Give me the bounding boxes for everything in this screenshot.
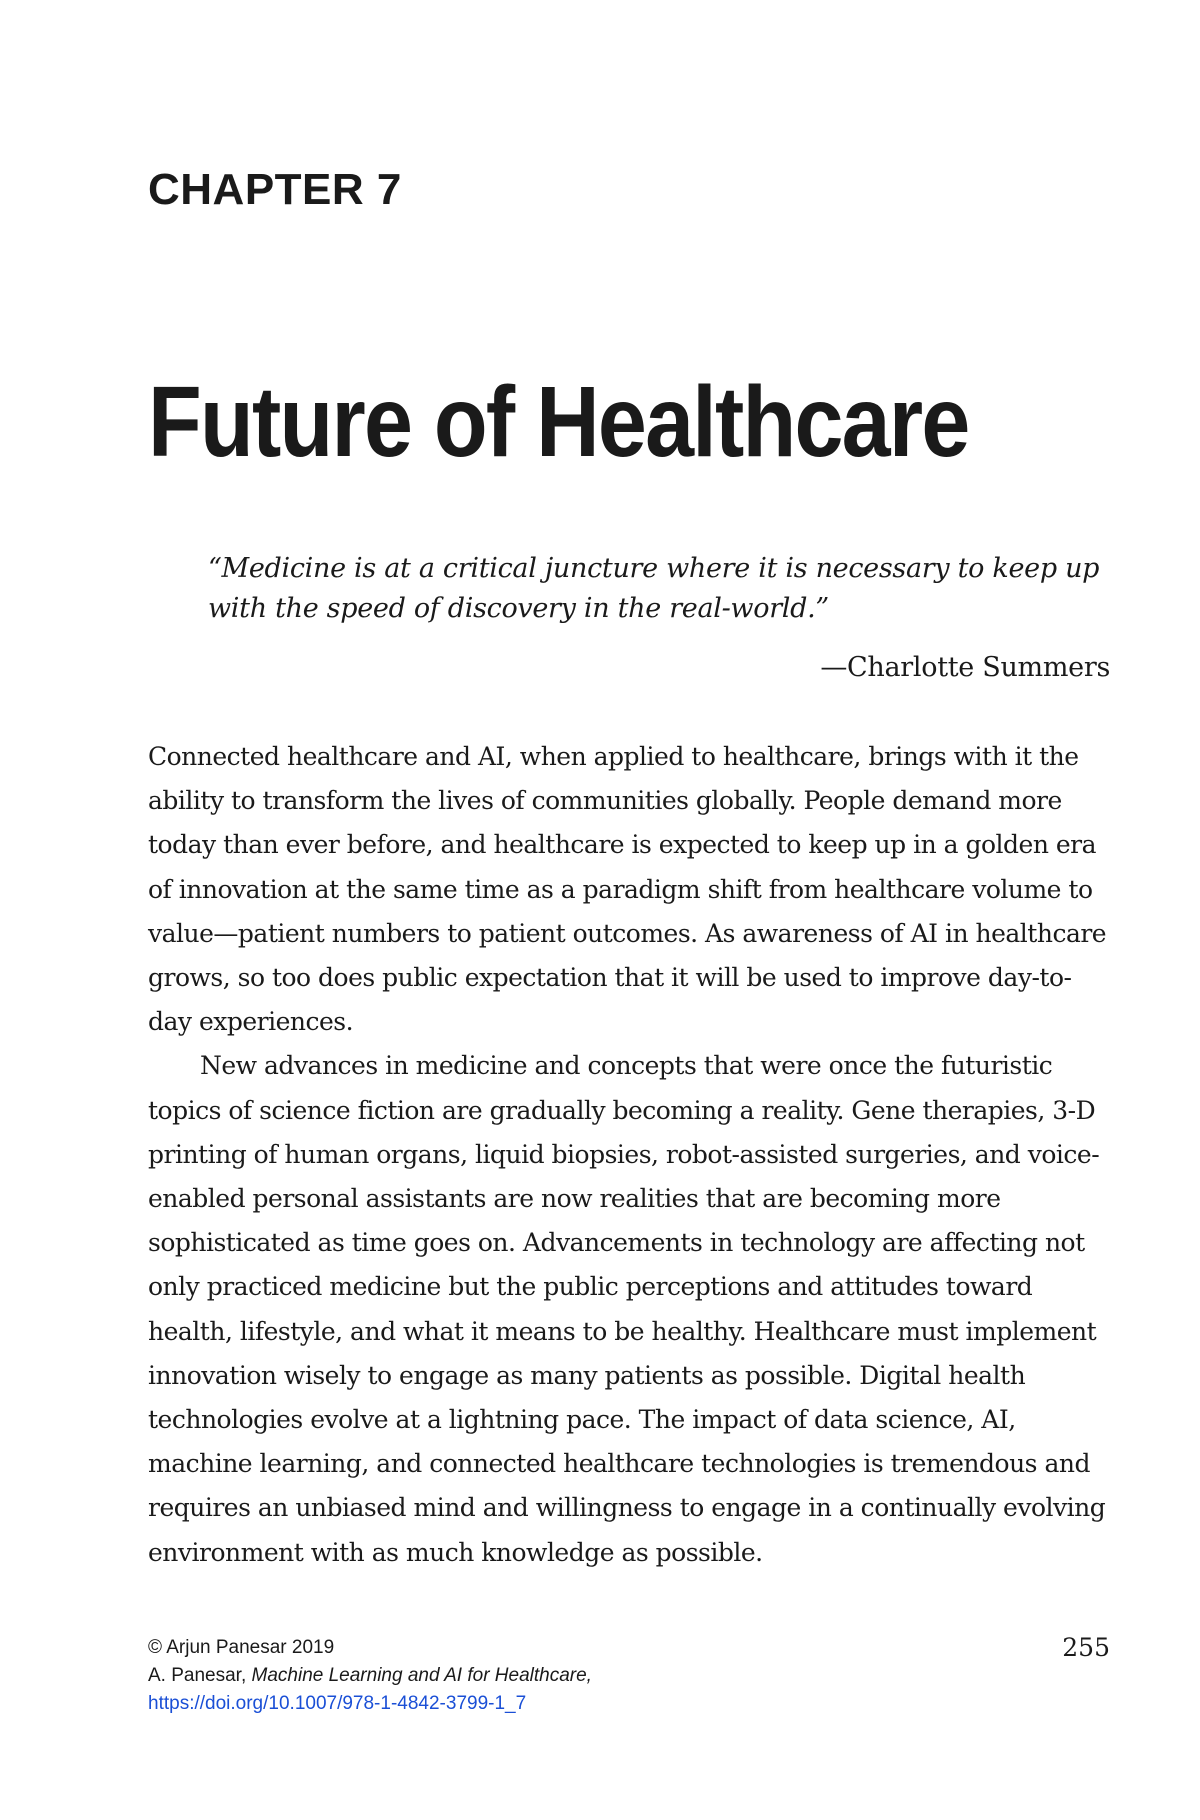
doi-link[interactable]: https://doi.org/10.1007/978-1-4842-3799-1_7 [148, 1693, 527, 1714]
chapter-label: CHAPTER 7 [148, 165, 402, 214]
epigraph-attribution: —Charlotte Summers [820, 652, 1110, 683]
copyright-block [148, 1634, 592, 1718]
copyright-notice: © Arjun Panesar 2019 [148, 1637, 335, 1658]
citation-line [148, 1662, 592, 1690]
body-text [148, 735, 1108, 1575]
page-number: 255 [1062, 1633, 1110, 1662]
body-paragraph: Connected healthcare and AI, when applied to healthcare, brings with it the ability to transform the lives of communities globally. People demand more today than ever before, and healthcare is expected to keep up in a golden era of innovation at the same time as a paradigm shift from healthcare volume to value—patient numbers to patient outcomes. As awareness of AI in healthcare grows, so too does public expectation that it will be used to improve day-to-day experiences. [148, 742, 1107, 1037]
epigraph-quote: “Medicine is at a critical juncture where it is necessary to keep up with the speed of discovery in the real-world.” [208, 553, 1100, 624]
chapter-title: Future of Healthcare [148, 366, 969, 478]
body-paragraph: New advances in medicine and concepts that were once the futuristic topics of science fiction are gradually becoming a reality. Gene therapies, 3-D printing of human organs, liquid biopsies, robot-assisted surgeries, and voice-enabled personal assistants are now realities that are becoming more sophisticated as time goes on. Advancements in technology are affecting not only practiced medicine but the public perceptions and attitudes toward health, lifestyle, and what it means to be healthy. Healthcare must implement innovation wisely to engage as many patients as possible. Digital health technologies evolve at a lightning pace. The impact of data science, AI, machine learning, and connected healthcare technologies is tremendous and requires an unbiased mind and willingness to engage in a continually evolving environment with as much knowledge as possible. [148, 1051, 1106, 1567]
citation-author: A. Panesar, [148, 1665, 252, 1686]
citation-book-title: Machine Learning and AI for Healthcare, [251, 1665, 592, 1686]
